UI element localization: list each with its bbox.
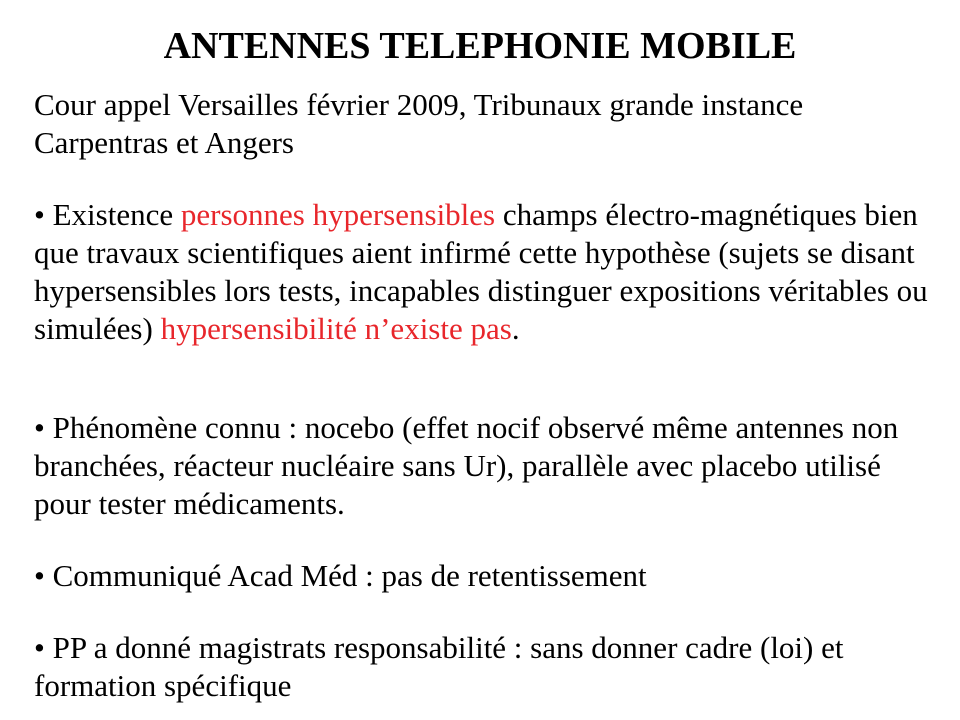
bullet-text-part: champs électro-magnétiques bien que travaux scientifiques aient infirmé cette hypothèse (sujets se disant hypersensibles lors tests, incapables distinguer expositions véritables ou simulées) bbox=[34, 197, 928, 346]
bullet-text: PP a donné magistrats responsabilité : sans donner cadre (loi) et formation spécifique bbox=[34, 630, 844, 703]
intro-text: Cour appel Versailles février 2009, Tribunaux grande instance Carpentras et Angers bbox=[34, 87, 804, 160]
bullet-magistrates bbox=[34, 629, 934, 705]
bullet-text: Communiqué Acad Méd : pas de retentissement bbox=[52, 558, 647, 593]
bullet-text: Phénomène connu : nocebo (effet nocif observé même antennes non branchées, réacteur nucléaire sans Ur), parallèle avec placebo utilisé pour tester médicaments. bbox=[34, 410, 899, 521]
bullet-marker: • bbox=[34, 630, 45, 665]
bullet-marker: • bbox=[34, 410, 45, 445]
highlight-conclusion: hypersensibilité n’existe pas bbox=[160, 311, 512, 346]
bullet-text-part: . bbox=[511, 311, 520, 346]
bullet-marker: • bbox=[34, 197, 45, 232]
bullet-hypersensitivity bbox=[34, 196, 934, 348]
slide-title: ANTENNES TELEPHONIE MOBILE bbox=[163, 25, 797, 67]
bullet-academy-statement bbox=[34, 557, 934, 595]
bullet-nocebo bbox=[34, 409, 934, 523]
highlight-hypersensitive-people: personnes hypersensibles bbox=[180, 197, 496, 232]
bullet-marker: • bbox=[34, 558, 45, 593]
bullet-text-part: Existence bbox=[52, 197, 181, 232]
